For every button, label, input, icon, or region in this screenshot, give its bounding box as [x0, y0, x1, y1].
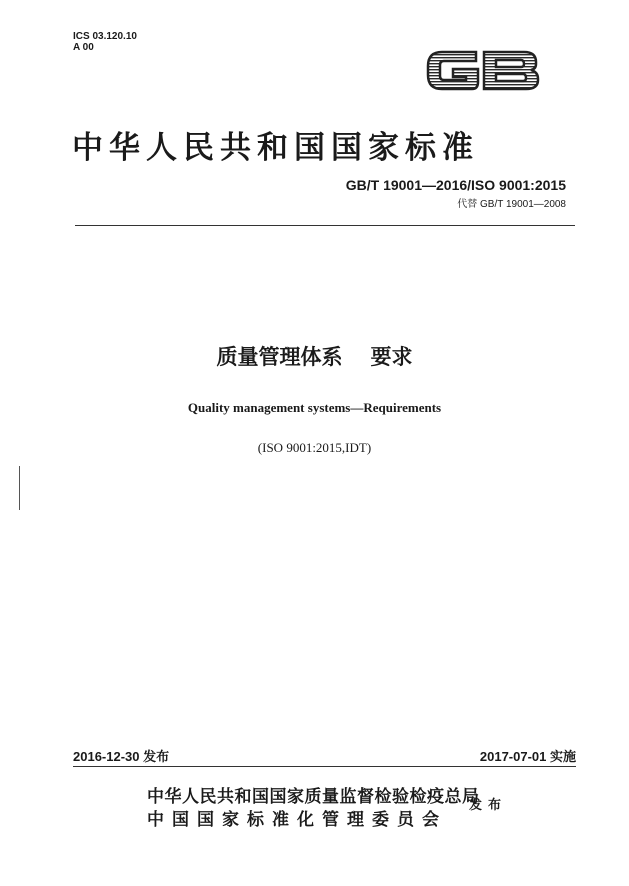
scan-margin-mark: [19, 466, 20, 510]
replaces-standard: 代替 GB/T 19001—2008: [457, 199, 566, 210]
title-cn-sub: 要求: [370, 345, 413, 369]
iso-reference: (ISO 9001:2015,IDT): [257, 440, 372, 455]
publish-label: 发布: [469, 798, 508, 813]
standard-number: GB/T 19001—2016/ISO 9001:2015: [345, 177, 566, 193]
document-title-en: Quality management systems—Requirements: [187, 400, 442, 415]
issuer-aqsiq: 中华人民共和国国家质量监督检验检疫总局: [147, 787, 480, 807]
gb-logo: [420, 42, 544, 98]
title-cn-main: 质量管理体系: [216, 345, 343, 369]
header-divider: [75, 225, 575, 226]
issue-date: 2016-12-30 发布: [73, 749, 170, 764]
implementation-date: 2017-07-01 实施: [479, 749, 576, 764]
ccs-code: A 00: [73, 42, 94, 53]
ics-code: ICS 03.120.10: [73, 31, 137, 42]
document-title-cn: [0, 341, 629, 371]
standard-category-title: 中华人民共和国国家标准: [72, 130, 479, 166]
footer-divider: [73, 766, 576, 767]
issuer-sac: 中国国家标准化管理委员会: [147, 810, 447, 830]
classification-codes: [73, 31, 137, 53]
